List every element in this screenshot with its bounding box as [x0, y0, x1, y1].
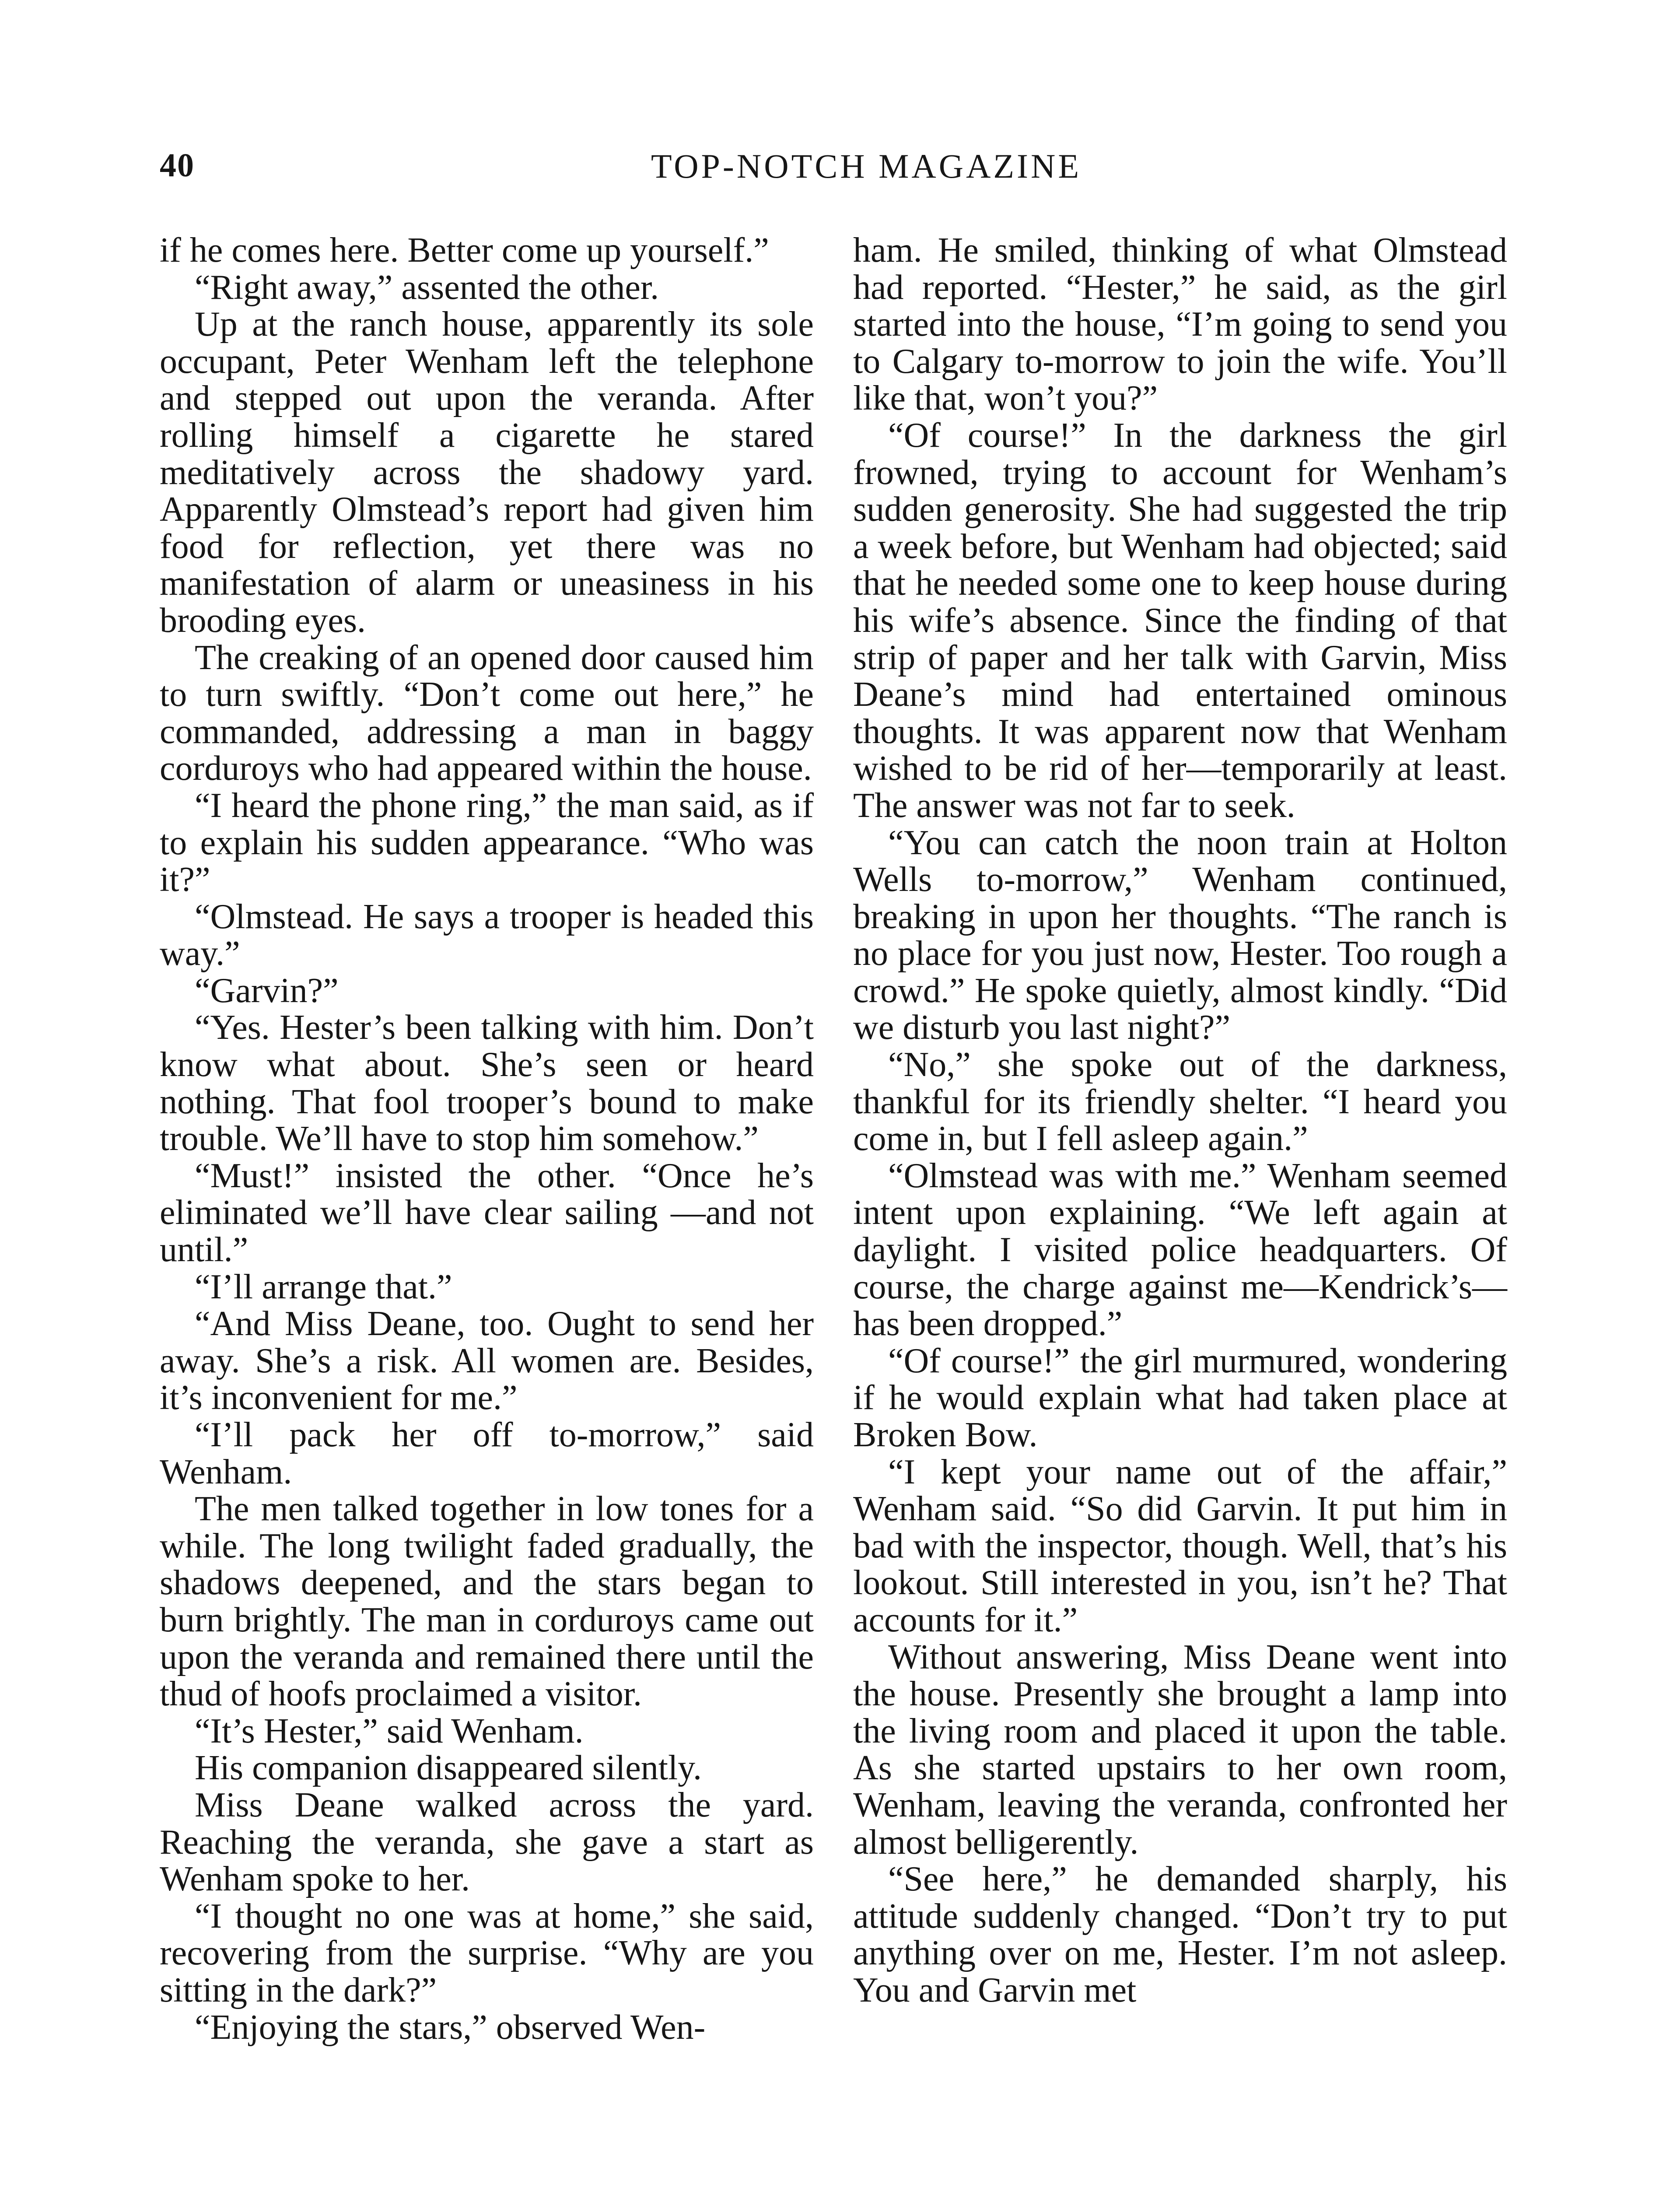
paragraph: “You can catch the noon train at Holton Wells to-morrow,” Wenham continued, breaking in upon her thoughts. “The ranch is no place for you just now, Hester. Too rough a crowd.” He spoke quietly, almost kindly. “Did we disturb you last night?”	[853, 823, 1507, 1047]
paragraph: “No,” she spoke out of the darkness, thankful for its friendly shelter. “I heard you come in, but I fell asleep again.”	[853, 1045, 1507, 1158]
paragraph: Up at the ranch house, apparently its sole occupant, Peter Wenham left the telephone and stepped out upon the veranda. After rolling himself a cigarette he stared meditatively across the shadowy yard. Apparently Olmstead’s report had given him food for reflection, yet there was no manifestation of alarm or uneasiness in his brooding eyes.	[160, 305, 814, 640]
paragraph: “And Miss Deane, too. Ought to send her away. She’s a risk. All women are. Besides, it’s inconvenient for me.”	[160, 1304, 814, 1417]
paragraph: “I thought no one was at home,” she said, recovering from the surprise. “Why are you sitting in the dark?”	[160, 1897, 814, 2009]
paragraph: “I heard the phone ring,” the man said, as if to explain his sudden appearance. “Who was it?”	[160, 786, 814, 899]
paragraph: “Olmstead was with me.” Wenham seemed intent upon explaining. “We left again at daylight. I visited police headquarters. Of course, the charge against me—Kendrick’s—has been dropped.”	[853, 1156, 1507, 1343]
paragraph: His companion disappeared silently.	[195, 1749, 702, 1788]
paragraph: “I’ll pack her off to-morrow,” said Wenham.	[160, 1416, 814, 1491]
paragraph: ham. He smiled, thinking of what Olmstead had reported. “Hester,” he said, as the girl started into the house, “I’m going to send you to Calgary to-morrow to join the wife. You’ll like that, won’t you?”	[853, 231, 1507, 418]
paragraph: “Olmstead. He says a trooper is headed this way.”	[160, 897, 814, 973]
paragraph: “Garvin?”	[195, 971, 339, 1010]
page-number: 40	[160, 147, 195, 184]
paragraph: Miss Deane walked across the yard. Reaching the veranda, she gave a start as Wenham spoke to her.	[160, 1785, 814, 1899]
paragraph: if he comes here. Better come up yourself.”	[160, 231, 769, 270]
paragraph: “Of course!” the girl murmured, wondering if he would explain what had taken place at Broken Bow.	[853, 1341, 1507, 1454]
paragraph: “Must!” insisted the other. “Once he’s eliminated we’ll have clear sailing —and not until.”	[160, 1156, 814, 1269]
paragraph: “See here,” he demanded sharply, his attitude suddenly changed. “Don’t try to put anything over on me, Hester. I’m not asleep. You and Garvin met	[853, 1860, 1507, 2009]
paragraph: The creaking of an opened door caused him to turn swiftly. “Don’t come out here,” he commanded, addressing a man in baggy corduroys who had appeared within the house.	[160, 638, 814, 788]
paragraph: “Of course!” In the darkness the girl frowned, trying to account for Wenham’s sudden generosity. She had suggested the trip a week before, but Wenham had objected; said that he needed some one to keep house during his wife’s absence. Since the finding of that strip of paper and her talk with Garvin, Miss Deane’s mind had entertained ominous thoughts. It was apparent now that Wenham wished to be rid of her—temporarily at least. The answer was not far to seek.	[853, 416, 1507, 825]
text-column-right	[853, 232, 1507, 2009]
paragraph: “I kept your name out of the affair,” Wenham said. “So did Garvin. It put him in bad with the inspector, though. Well, that’s his lookout. Still interested in you, isn’t he? That accounts for it.”	[853, 1452, 1507, 1639]
paragraph: “Right away,” assented the other.	[195, 268, 659, 307]
paragraph: “It’s Hester,” said Wenham.	[195, 1711, 584, 1750]
paragraph: Without answering, Miss Deane went into the house. Presently she brought a lamp into the living room and placed it upon the table. As she started upstairs to her own room, Wenham, leaving the veranda, confronted her almost belligerently.	[853, 1637, 1507, 1862]
paragraph: “I’ll arrange that.”	[195, 1267, 452, 1306]
text-column-left	[160, 232, 814, 2046]
paragraph: The men talked together in low tones for a while. The long twilight faded gradually, the shadows deepened, and the stars began to burn brightly. The man in corduroys came out upon the veranda and remained there until the thud of hoofs proclaimed a visitor.	[160, 1490, 814, 1714]
page-header	[160, 147, 1520, 195]
paragraph: “Yes. Hester’s been talking with him. Don’t know what about. She’s seen or heard nothing. That fool trooper’s bound to make trouble. We’ll have to stop him somehow.”	[160, 1008, 814, 1158]
running-title: TOP-NOTCH MAGAZINE	[651, 147, 1082, 185]
paragraph: “Enjoying the stars,” observed Wen-	[195, 2008, 706, 2047]
